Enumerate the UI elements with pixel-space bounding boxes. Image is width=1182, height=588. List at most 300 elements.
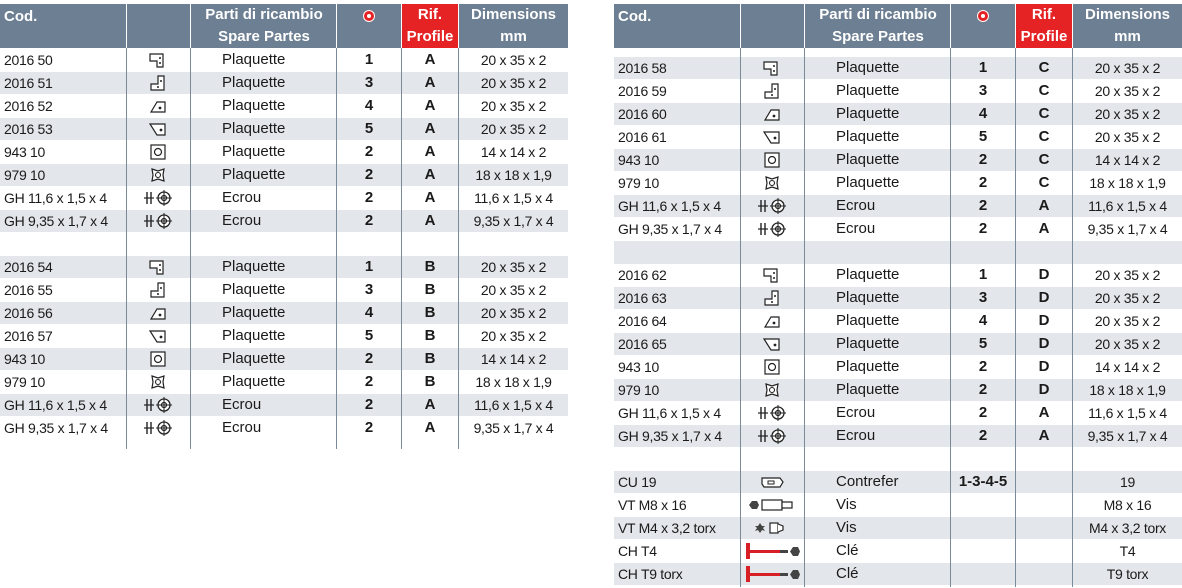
part-code: 943 10 (4, 351, 46, 367)
nut-icon (127, 419, 189, 437)
nut-icon (741, 404, 803, 422)
part-profile: C (1038, 105, 1050, 122)
part-quantity: 2 (364, 143, 374, 160)
plaquette-angle-icon (741, 335, 803, 353)
nut-icon (127, 189, 189, 207)
part-dimensions: 20 x 35 x 2 (1094, 290, 1161, 306)
part-profile: D (1038, 289, 1050, 306)
part-code: 2016 58 (618, 60, 667, 76)
part-code: CH T9 torx (618, 566, 683, 582)
table-spacer-row (0, 233, 568, 256)
table-row (0, 302, 568, 324)
part-profile: B (424, 281, 436, 298)
part-quantity: 2 (978, 174, 988, 191)
part-description: Plaquette (836, 289, 900, 306)
part-code: 979 10 (4, 167, 46, 183)
table-header (614, 4, 1182, 48)
part-code: GH 9,35 x 1,7 x 4 (618, 428, 722, 444)
plaquette-angle-icon (127, 120, 189, 138)
part-description: Plaquette (222, 327, 286, 344)
column-divider (1072, 48, 1073, 587)
header-dimensions (459, 4, 568, 48)
chipbreaker-icon (741, 473, 803, 491)
part-dimensions: 11,6 x 1,5 x 4 (1088, 198, 1167, 214)
header-dim-line1: Dimensions (470, 6, 557, 23)
header-parts-line2: Spare Partes (832, 28, 924, 45)
part-dimensions: 20 x 35 x 2 (480, 75, 547, 91)
column-divider (458, 48, 459, 449)
table-spacer-row (614, 49, 1182, 57)
table-row (614, 126, 1182, 148)
part-quantity: 5 (364, 327, 374, 344)
header-divider (336, 4, 337, 48)
plaquette-step-icon (741, 82, 803, 100)
part-quantity: 2 (364, 396, 374, 413)
part-profile: A (1038, 404, 1050, 421)
part-quantity: 1 (978, 266, 988, 283)
part-profile: C (1038, 82, 1050, 99)
part-profile (1016, 540, 1072, 562)
part-profile: D (1038, 312, 1050, 329)
table-row (614, 287, 1182, 309)
column-divider (336, 48, 337, 449)
table-row (614, 563, 1182, 585)
part-profile: D (1038, 266, 1050, 283)
part-profile: A (424, 120, 436, 137)
part-quantity (951, 494, 1015, 516)
part-dimensions: 20 x 35 x 2 (480, 259, 547, 275)
table-row (614, 310, 1182, 332)
header-divider (740, 4, 741, 48)
part-dimensions: 9,35 x 1,7 x 4 (473, 420, 554, 436)
part-description: Ecrou (222, 212, 262, 229)
part-dimensions: 14 x 14 x 2 (480, 144, 547, 160)
part-description: Plaquette (222, 373, 286, 390)
table-row (0, 118, 568, 140)
table-row (614, 494, 1182, 516)
header-cod: Cod. (618, 8, 652, 25)
plaquette-square-round-icon (741, 151, 803, 169)
part-quantity: 1 (364, 258, 374, 275)
part-quantity: 2 (364, 350, 374, 367)
part-profile: D (1038, 381, 1050, 398)
part-dimensions: 20 x 35 x 2 (1094, 83, 1161, 99)
column-divider (804, 48, 805, 587)
part-description: Plaquette (222, 281, 286, 298)
part-code: 2016 56 (4, 305, 53, 321)
part-code: CH T4 (618, 543, 657, 559)
part-quantity: 2 (978, 358, 988, 375)
part-code: 979 10 (4, 374, 46, 390)
part-description: Plaquette (222, 97, 286, 114)
plaquette-star-icon (741, 381, 803, 399)
plaquette-angle-icon (741, 128, 803, 146)
part-dimensions: 9,35 x 1,7 x 4 (473, 213, 554, 229)
part-quantity: 2 (978, 197, 988, 214)
header-rif-line2: Profile (1020, 28, 1068, 45)
quantity-marker-icon (363, 10, 375, 22)
header-parts-line1: Parti di ricambio (205, 6, 323, 23)
part-profile: C (1038, 174, 1050, 191)
part-description: Plaquette (222, 258, 286, 275)
part-code: CU 19 (618, 474, 657, 490)
part-dimensions: 20 x 35 x 2 (1094, 313, 1161, 329)
plaquette-square-round-icon (127, 350, 189, 368)
part-dimensions: 20 x 35 x 2 (1094, 60, 1161, 76)
plaquette-bevel-icon (127, 97, 189, 115)
part-description: Plaquette (836, 335, 900, 352)
table-header (0, 4, 568, 48)
table-row (614, 333, 1182, 355)
part-dimensions: 20 x 35 x 2 (480, 328, 547, 344)
table-row (614, 517, 1182, 539)
part-dimensions: 20 x 35 x 2 (480, 52, 547, 68)
part-dimensions: 19 (1120, 474, 1135, 490)
part-description: Plaquette (836, 128, 900, 145)
table-row (0, 325, 568, 347)
part-quantity: 5 (978, 128, 988, 145)
part-dimensions: 11,6 x 1,5 x 4 (1088, 405, 1167, 421)
part-description: Clé (836, 542, 859, 559)
part-code: 2016 59 (618, 83, 667, 99)
part-description: Ecrou (222, 396, 262, 413)
part-profile (1016, 471, 1072, 493)
plaquette-bevel-icon (741, 312, 803, 330)
part-quantity (951, 540, 1015, 562)
part-code: 943 10 (4, 144, 46, 160)
part-description: Plaquette (222, 51, 286, 68)
part-dimensions: 18 x 18 x 1,9 (475, 167, 552, 183)
part-code: 979 10 (618, 175, 660, 191)
part-code: 2016 50 (4, 52, 53, 68)
part-profile: A (1038, 220, 1050, 237)
table-row (0, 394, 568, 416)
part-code: GH 9,35 x 1,7 x 4 (618, 221, 722, 237)
header-divider (126, 4, 127, 48)
nut-icon (127, 396, 189, 414)
part-code: 2016 57 (4, 328, 53, 344)
plaquette-star-icon (741, 174, 803, 192)
column-divider (740, 48, 741, 587)
part-description: Ecrou (222, 419, 262, 436)
table-row (0, 141, 568, 163)
part-description: Plaquette (836, 174, 900, 191)
quantity-marker-icon (977, 10, 989, 22)
part-profile: C (1038, 59, 1050, 76)
part-profile: D (1038, 335, 1050, 352)
part-quantity: 3 (364, 74, 374, 91)
part-code: GH 9,35 x 1,7 x 4 (4, 213, 108, 229)
table-row (614, 425, 1182, 447)
plaquette-angle-icon (127, 327, 189, 345)
header-rif (402, 4, 458, 48)
part-quantity: 3 (364, 281, 374, 298)
header-rif-line1: Rif. (417, 6, 443, 23)
part-dimensions: 20 x 35 x 2 (480, 282, 547, 298)
part-code: GH 11,6 x 1,5 x 4 (4, 190, 107, 206)
part-description: Clé (836, 565, 859, 582)
part-code: VT M8 x 16 (618, 497, 687, 513)
part-quantity (951, 517, 1015, 539)
part-dimensions: 14 x 14 x 2 (1094, 152, 1161, 168)
part-code: 2016 64 (618, 313, 667, 329)
part-code: 2016 52 (4, 98, 53, 114)
part-code: 2016 51 (4, 75, 53, 91)
column-divider (950, 48, 951, 587)
table-row (0, 95, 568, 117)
part-quantity: 2 (364, 189, 374, 206)
part-quantity: 1 (364, 51, 374, 68)
header-quantity (951, 4, 1015, 54)
part-dimensions: 9,35 x 1,7 x 4 (1087, 221, 1168, 237)
key-icon (741, 542, 803, 560)
part-code: GH 11,6 x 1,5 x 4 (4, 397, 107, 413)
part-quantity: 4 (978, 105, 988, 122)
part-quantity: 2 (978, 404, 988, 421)
key-icon (741, 565, 803, 583)
nut-icon (741, 220, 803, 238)
part-description: Plaquette (836, 151, 900, 168)
plaquette-square-round-icon (127, 143, 189, 161)
part-quantity: 3 (978, 82, 988, 99)
part-dimensions: 20 x 35 x 2 (1094, 106, 1161, 122)
part-dimensions: 11,6 x 1,5 x 4 (474, 397, 553, 413)
part-dimensions: T9 torx (1106, 566, 1149, 582)
part-profile: A (1038, 427, 1050, 444)
part-quantity: 2 (364, 373, 374, 390)
part-quantity: 2 (364, 166, 374, 183)
header-cod: Cod. (4, 8, 38, 25)
part-code: 2016 61 (618, 129, 667, 145)
part-description: Plaquette (222, 350, 286, 367)
table-row (614, 80, 1182, 102)
part-code: 2016 54 (4, 259, 53, 275)
header-dim-line1: Dimensions (1084, 6, 1171, 23)
part-profile (1016, 494, 1072, 516)
header-rif-line2: Profile (406, 28, 454, 45)
plaquette-bevel-icon (127, 304, 189, 322)
part-code: GH 11,6 x 1,5 x 4 (618, 405, 721, 421)
nut-icon (127, 212, 189, 230)
part-code: 943 10 (618, 359, 660, 375)
plaquette-square-notch-icon (127, 51, 189, 69)
part-quantity: 2 (978, 381, 988, 398)
part-profile: A (424, 97, 436, 114)
part-profile: A (424, 51, 436, 68)
header-divider (458, 4, 459, 48)
header-parts (806, 4, 950, 48)
part-description: Plaquette (222, 143, 286, 160)
part-profile: C (1038, 151, 1050, 168)
part-profile: B (424, 258, 436, 275)
header-parts-line1: Parti di ricambio (819, 6, 937, 23)
header-rif (1016, 4, 1072, 48)
part-profile: B (424, 373, 436, 390)
torx-screw-icon (741, 519, 803, 537)
part-dimensions: 18 x 18 x 1,9 (1089, 382, 1166, 398)
part-code: 943 10 (618, 152, 660, 168)
header-rif-line1: Rif. (1031, 6, 1057, 23)
header-parts (192, 4, 336, 48)
part-profile: A (424, 143, 436, 160)
part-profile: D (1038, 358, 1050, 375)
part-description: Vis (836, 519, 857, 536)
header-divider (950, 4, 951, 48)
part-description: Plaquette (222, 304, 286, 321)
table-row (0, 187, 568, 209)
part-description: Ecrou (836, 220, 876, 237)
part-description: Plaquette (836, 358, 900, 375)
header-dimensions (1073, 4, 1182, 48)
part-profile: A (424, 212, 436, 229)
part-description: Plaquette (836, 59, 900, 76)
table-row (614, 540, 1182, 562)
part-code: 2016 65 (618, 336, 667, 352)
plaquette-square-notch-icon (741, 59, 803, 77)
part-description: Plaquette (836, 82, 900, 99)
table-row (614, 172, 1182, 194)
part-code: VT M4 x 3,2 torx (618, 520, 716, 536)
part-quantity: 5 (364, 120, 374, 137)
header-divider (1015, 4, 1016, 48)
part-profile: A (424, 74, 436, 91)
column-divider (1015, 48, 1016, 587)
table-row (614, 356, 1182, 378)
part-profile: B (424, 327, 436, 344)
header-divider (804, 4, 805, 48)
part-description: Plaquette (222, 74, 286, 91)
table-row (0, 348, 568, 370)
header-divider (401, 4, 402, 48)
plaquette-square-notch-icon (741, 266, 803, 284)
part-quantity: 2 (364, 212, 374, 229)
header-dim-line2: mm (500, 28, 527, 45)
table-row (0, 210, 568, 232)
table-row (0, 256, 568, 278)
table-spacer-row (614, 448, 1182, 471)
column-divider (190, 48, 191, 449)
part-description: Plaquette (836, 381, 900, 398)
nut-icon (741, 197, 803, 215)
plaquette-square-round-icon (741, 358, 803, 376)
part-quantity (951, 563, 1015, 585)
part-quantity: 2 (978, 427, 988, 444)
plaquette-step-icon (127, 74, 189, 92)
part-dimensions: 9,35 x 1,7 x 4 (1087, 428, 1168, 444)
part-description: Contrefer (836, 473, 899, 490)
column-divider (401, 48, 402, 449)
header-quantity (337, 4, 401, 54)
part-code: 2016 60 (618, 106, 667, 122)
part-description: Plaquette (222, 120, 286, 137)
table-row (0, 49, 568, 71)
table-row (614, 471, 1182, 493)
part-dimensions: M4 x 3,2 torx (1088, 520, 1167, 536)
part-description: Vis (836, 496, 857, 513)
part-dimensions: 14 x 14 x 2 (480, 351, 547, 367)
part-quantity: 3 (978, 289, 988, 306)
table-row (614, 402, 1182, 424)
part-profile (1016, 563, 1072, 585)
plaquette-star-icon (127, 166, 189, 184)
plaquette-square-notch-icon (127, 258, 189, 276)
part-dimensions: 20 x 35 x 2 (1094, 129, 1161, 145)
header-parts-line2: Spare Partes (218, 28, 310, 45)
plaquette-step-icon (741, 289, 803, 307)
part-dimensions: 20 x 35 x 2 (1094, 336, 1161, 352)
part-quantity: 2 (978, 151, 988, 168)
part-dimensions: 18 x 18 x 1,9 (1089, 175, 1166, 191)
table-spacer-row (614, 241, 1182, 264)
part-dimensions: 20 x 35 x 2 (480, 305, 547, 321)
part-quantity: 1 (978, 59, 988, 76)
part-dimensions: 11,6 x 1,5 x 4 (474, 190, 553, 206)
part-code: 2016 63 (618, 290, 667, 306)
header-divider (1072, 4, 1073, 48)
table-row (614, 264, 1182, 286)
part-quantity: 1-3-4-5 (958, 473, 1008, 490)
table-row (0, 72, 568, 94)
table-row (0, 164, 568, 186)
part-description: Ecrou (836, 404, 876, 421)
table-row (0, 279, 568, 301)
header-dim-line2: mm (1114, 28, 1141, 45)
table-row (614, 195, 1182, 217)
screw-icon (741, 496, 803, 514)
part-code: 2016 62 (618, 267, 667, 283)
part-description: Plaquette (836, 312, 900, 329)
part-profile (1016, 517, 1072, 539)
part-dimensions: M8 x 16 (1103, 497, 1152, 513)
part-profile: A (424, 189, 436, 206)
part-profile: A (424, 419, 436, 436)
header-divider (190, 4, 191, 48)
part-quantity: 2 (978, 220, 988, 237)
table-row (614, 218, 1182, 240)
part-profile: A (424, 166, 436, 183)
part-dimensions: 14 x 14 x 2 (1094, 359, 1161, 375)
part-description: Ecrou (222, 189, 262, 206)
nut-icon (741, 427, 803, 445)
part-description: Ecrou (836, 427, 876, 444)
part-profile: C (1038, 128, 1050, 145)
part-code: GH 9,35 x 1,7 x 4 (4, 420, 108, 436)
part-dimensions: 20 x 35 x 2 (480, 121, 547, 137)
part-profile: B (424, 304, 436, 321)
part-code: GH 11,6 x 1,5 x 4 (618, 198, 721, 214)
part-quantity: 5 (978, 335, 988, 352)
part-quantity: 4 (364, 304, 374, 321)
part-description: Plaquette (222, 166, 286, 183)
part-profile: B (424, 350, 436, 367)
part-dimensions: 20 x 35 x 2 (480, 98, 547, 114)
part-description: Ecrou (836, 197, 876, 214)
table-row (0, 417, 568, 439)
table-row (614, 379, 1182, 401)
table-row (614, 103, 1182, 125)
plaquette-bevel-icon (741, 105, 803, 123)
part-quantity: 4 (978, 312, 988, 329)
table-row (614, 149, 1182, 171)
part-quantity: 4 (364, 97, 374, 114)
part-dimensions: 20 x 35 x 2 (1094, 267, 1161, 283)
part-description: Plaquette (836, 105, 900, 122)
table-row (0, 371, 568, 393)
part-quantity: 2 (364, 419, 374, 436)
part-dimensions: 18 x 18 x 1,9 (475, 374, 552, 390)
part-code: 979 10 (618, 382, 660, 398)
table-row (614, 57, 1182, 79)
